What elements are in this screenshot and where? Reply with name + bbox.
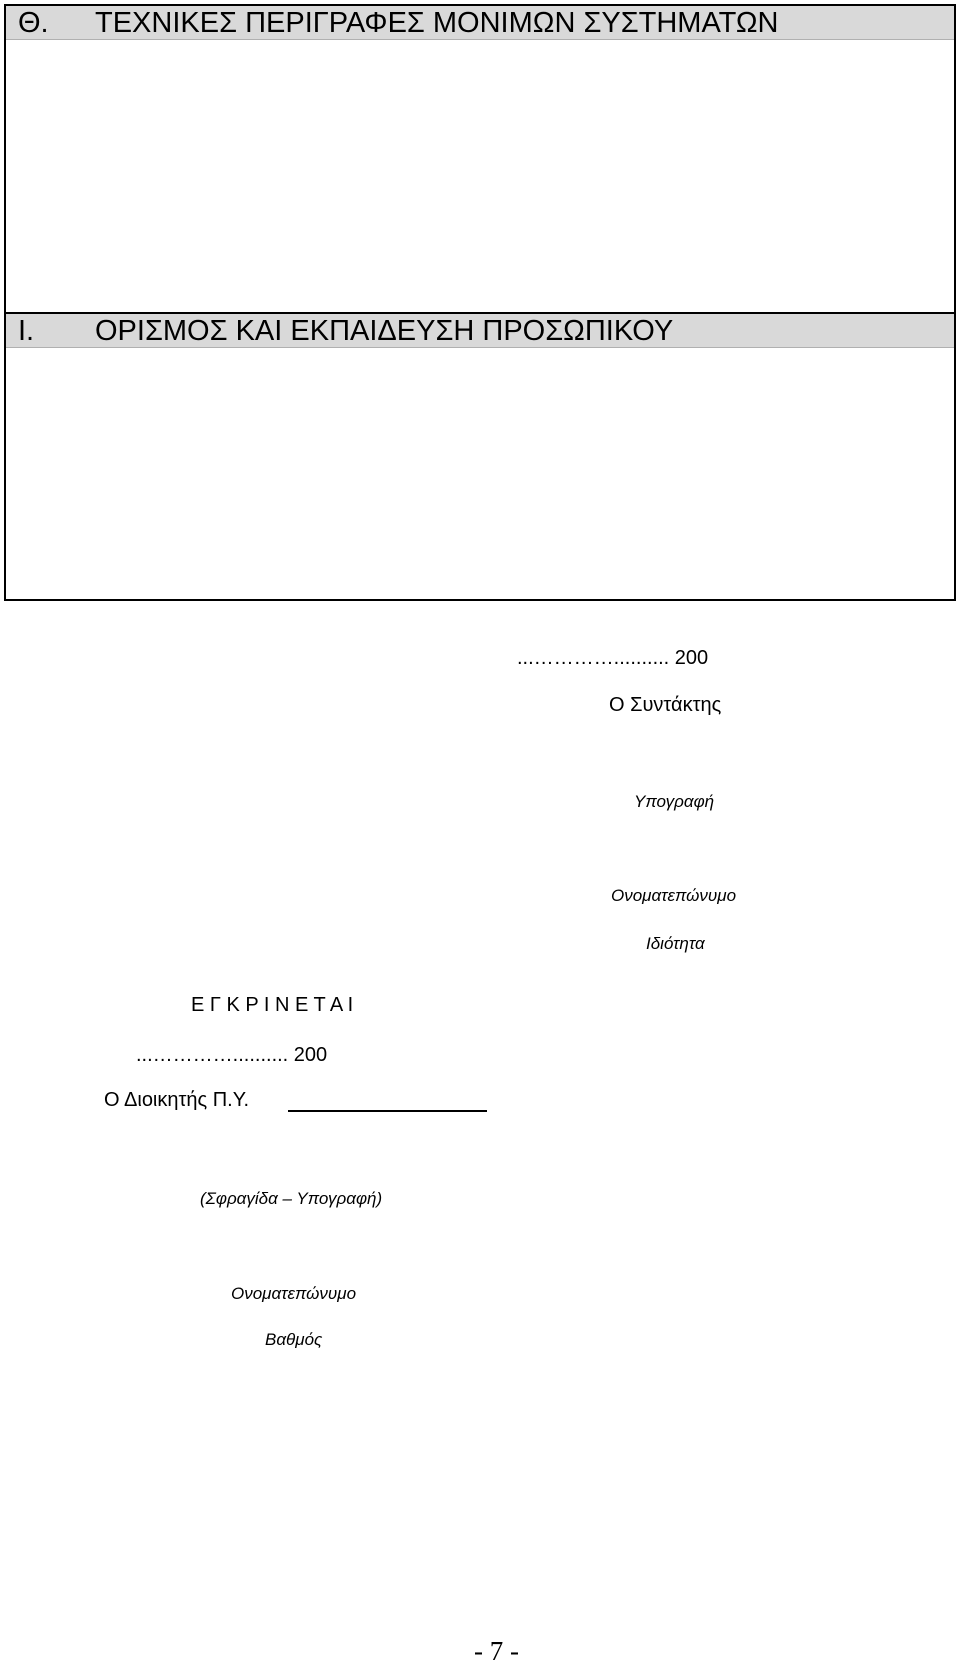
section-body-iota: [6, 348, 954, 599]
section-title: ΟΡΙΣΜΟΣ ΚΑΙ ΕΚΠΑΙΔΕΥΣΗ ΠΡΟΣΩΠΙΚΟΥ: [95, 315, 674, 347]
form-table: [4, 4, 956, 601]
author-date: ...………….......... 200: [517, 647, 709, 669]
author-role: Ο Συντάκτης: [609, 694, 722, 716]
author-signature-label: Υπογραφή: [634, 792, 715, 811]
approval-heading: Ε Γ Κ Ρ Ι Ν Ε Τ Α Ι: [191, 994, 354, 1016]
approval-underline: [288, 1110, 487, 1112]
author-capacity-label: Ιδιότητα: [646, 934, 705, 953]
approval-role: Ο Διοικητής Π.Υ.: [104, 1089, 250, 1111]
approval-stamp-label: (Σφραγίδα – Υπογραφή): [200, 1189, 383, 1208]
section-number: Θ.: [18, 7, 49, 39]
section-header-theta: [6, 6, 954, 40]
approval-name-label: Ονοματεπώνυμο: [231, 1284, 357, 1303]
approval-rank-label: Βαθμός: [265, 1330, 323, 1349]
author-name-label: Ονοματεπώνυμο: [611, 886, 737, 905]
section-header-iota: [6, 312, 954, 348]
approval-date: ...………….......... 200: [136, 1044, 328, 1066]
section-number: Ι.: [18, 315, 35, 347]
page-number: - 7 -: [474, 1636, 519, 1666]
section-body-theta: [6, 40, 954, 312]
section-title: ΤΕΧΝΙΚΕΣ ΠΕΡΙΓΡΑΦΕΣ ΜΟΝΙΜΩΝ ΣΥΣΤΗΜΑΤΩΝ: [95, 7, 779, 39]
